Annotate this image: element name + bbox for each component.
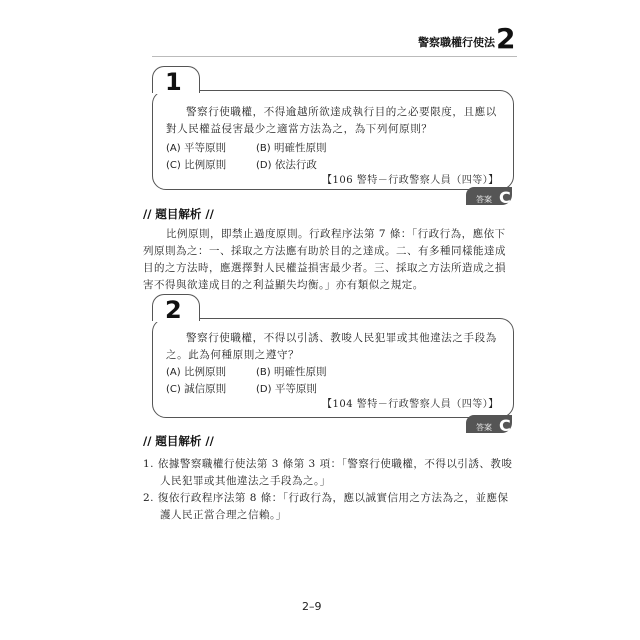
question-2-line-1: 警察行使職權，不得以引誘、教唆人民犯罪或其他違法之手段為	[186, 332, 497, 344]
q2-option-c[interactable]: (C) 誠信原則	[166, 383, 227, 395]
q2-option-a[interactable]: (A) 比例原則	[166, 366, 226, 378]
q1-option-d[interactable]: (D) 依法行政	[256, 159, 317, 171]
chapter-number: 2	[496, 22, 516, 55]
analysis-2-line-3: 2. 復依行政程序法第 8 條：「行政行為，應以誠實信用之方法為之，並應保	[143, 492, 509, 504]
analysis-1-line-4: 害不得與欲達成目的之利益顯失均衡。」亦有類似之規定。	[143, 279, 424, 291]
question-1-answer-badge	[466, 187, 512, 205]
question-1-source: 【106 警特－行政警察人員（四等）】	[322, 175, 499, 186]
q1-option-b[interactable]: (B) 明確性原則	[256, 142, 327, 154]
question-1-number: 1	[165, 68, 182, 96]
question-1-line-2: 對人民權益侵害最少之適當方法為之，為下列何原則？	[166, 123, 433, 135]
q2-option-d[interactable]: (D) 平等原則	[256, 383, 317, 395]
analysis-2-line-1: 1. 依據警察職權行使法第 3 條第 3 項：「警察行使職權，不得以引誘、教唆	[143, 458, 513, 470]
analysis-1-line-3: 目的之方法時，應選擇對人民權益損害最少者。三、採取之方法所造成之損	[143, 262, 506, 274]
question-2-answer-badge	[466, 415, 512, 433]
analysis-2-line-4: 護人民正當合理之信賴。」	[160, 509, 287, 521]
q1-option-c[interactable]: (C) 比例原則	[166, 159, 227, 171]
q2-option-b[interactable]: (B) 明確性原則	[256, 366, 327, 378]
analysis-1-line-2: 列原則為之：一、採取之方法應有助於目的之達成。二、有多種同樣能達成	[143, 245, 506, 257]
answer-label: 答案	[476, 423, 492, 432]
question-2-line-2: 之。此為何種原則之遵守？	[166, 349, 300, 361]
page-number: 2–9	[302, 600, 322, 613]
q1-option-a[interactable]: (A) 平等原則	[166, 142, 226, 154]
answer-value: C	[499, 416, 511, 435]
analysis-1-title: // 題目解析 //	[143, 207, 214, 221]
analysis-2-line-2: 人民犯罪或其他違法之手段為之。」	[160, 475, 331, 487]
analysis-2-title: // 題目解析 //	[143, 434, 214, 448]
answer-label: 答案	[476, 195, 492, 204]
chapter-title: 警察職權行使法	[418, 36, 495, 49]
question-2-source: 【104 警特－行政警察人員（四等）】	[322, 399, 499, 410]
answer-value: C	[499, 188, 511, 207]
analysis-1-line-1: 比例原則，即禁止過度原則。行政程序法第 7 條：「行政行為，應依下	[166, 228, 506, 240]
header-divider	[152, 56, 517, 57]
question-2-number: 2	[165, 296, 182, 324]
question-1-line-1: 警察行使職權，不得逾越所欲達成執行目的之必要限度，且應以	[186, 106, 497, 118]
